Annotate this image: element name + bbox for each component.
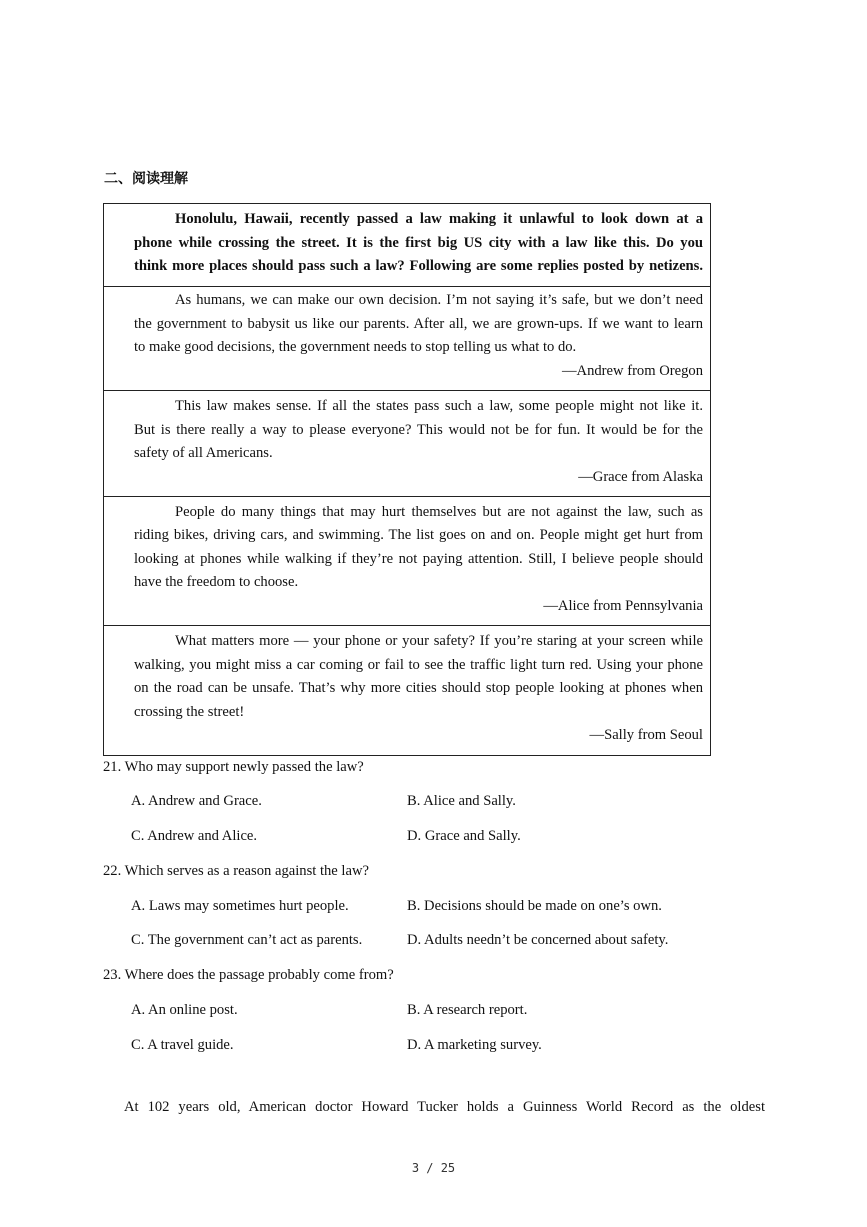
question-stem: 23. Where does the passage probably come from? [103, 967, 394, 983]
reply-signature: —Grace from Alaska [578, 469, 703, 485]
reply-line: on the road can be unsafe. That’s why more cities should stop people looking at phones when [134, 680, 703, 696]
option[interactable]: B. Decisions should be made on one’s own. [407, 898, 662, 914]
intro-line: Honolulu, Hawaii, recently passed a law making it unlawful to look down at a [175, 211, 703, 227]
reply-andrew [103, 286, 711, 391]
intro-box [103, 203, 711, 287]
reply-line: This law makes sense. If all the states pass such a law, some people might not like it. [175, 398, 703, 414]
reply-line: the government to babysit us like our parents. After all, we are grown-ups. If we want to learn [134, 316, 703, 332]
option[interactable]: A. An online post. [131, 1002, 238, 1018]
intro-line: think more places should pass such a law? Following are some replies posted by netizens. [134, 258, 703, 274]
option[interactable]: C. A travel guide. [131, 1037, 234, 1053]
reply-line: have the freedom to choose. [134, 574, 299, 590]
reply-line: As humans, we can make our own decision. I’m not saying it’s safe, but we don’t need [175, 292, 703, 308]
option[interactable]: B. A research report. [407, 1002, 528, 1018]
reply-line: People do many things that may hurt themselves but are not against the law, such as [175, 504, 703, 520]
option[interactable]: A. Andrew and Grace. [131, 793, 262, 809]
reply-alice [103, 497, 711, 626]
option[interactable]: C. The government can’t act as parents. [131, 932, 363, 948]
reply-signature: —Sally from Seoul [589, 727, 703, 743]
section-title: 二、阅读理解 [104, 171, 188, 187]
reply-line: What matters more — your phone or your safety? If you’re staring at your screen while [175, 633, 703, 649]
option[interactable]: D. A marketing survey. [407, 1037, 542, 1053]
option[interactable]: A. Laws may sometimes hurt people. [131, 898, 349, 914]
reply-line: crossing the street! [134, 704, 245, 720]
reply-line: walking, you might miss a car coming or fail to see the traffic light turn red. Using your phone [134, 657, 703, 673]
question-stem: 21. Who may support newly passed the law? [103, 759, 364, 775]
page-number: 3 / 25 [411, 1161, 456, 1175]
reply-signature: —Andrew from Oregon [561, 363, 703, 379]
reply-line: riding bikes, driving cars, and swimming. The list goes on and on. People might get hurt from [134, 527, 703, 543]
question-stem: 22. Which serves as a reason against the law? [103, 863, 369, 879]
reply-line: safety of all Americans. [134, 445, 273, 461]
option[interactable]: C. Andrew and Alice. [131, 828, 258, 844]
reply-signature: —Alice from Pennsylvania [543, 598, 703, 614]
option[interactable]: D. Adults needn’t be concerned about safety. [407, 932, 669, 948]
option[interactable]: D. Grace and Sally. [407, 828, 521, 844]
reply-line: But is there really a way to please everyone? This would not be for fun. It would be for the [134, 422, 703, 438]
next-passage-line: At 102 years old, American doctor Howard Tucker holds a Guinness World Record as the oldest [124, 1099, 765, 1115]
reply-sally [103, 626, 711, 756]
intro-line: phone while crossing the street. It is the first big US city with a law like this. Do you [134, 235, 703, 251]
reply-line: looking at phones while walking if they’re not paying attention. Still, I believe people should [134, 551, 703, 567]
option[interactable]: B. Alice and Sally. [407, 793, 516, 809]
reply-line: to make good decisions, the government needs to stop telling us what to do. [134, 339, 577, 355]
reply-grace [103, 391, 711, 497]
